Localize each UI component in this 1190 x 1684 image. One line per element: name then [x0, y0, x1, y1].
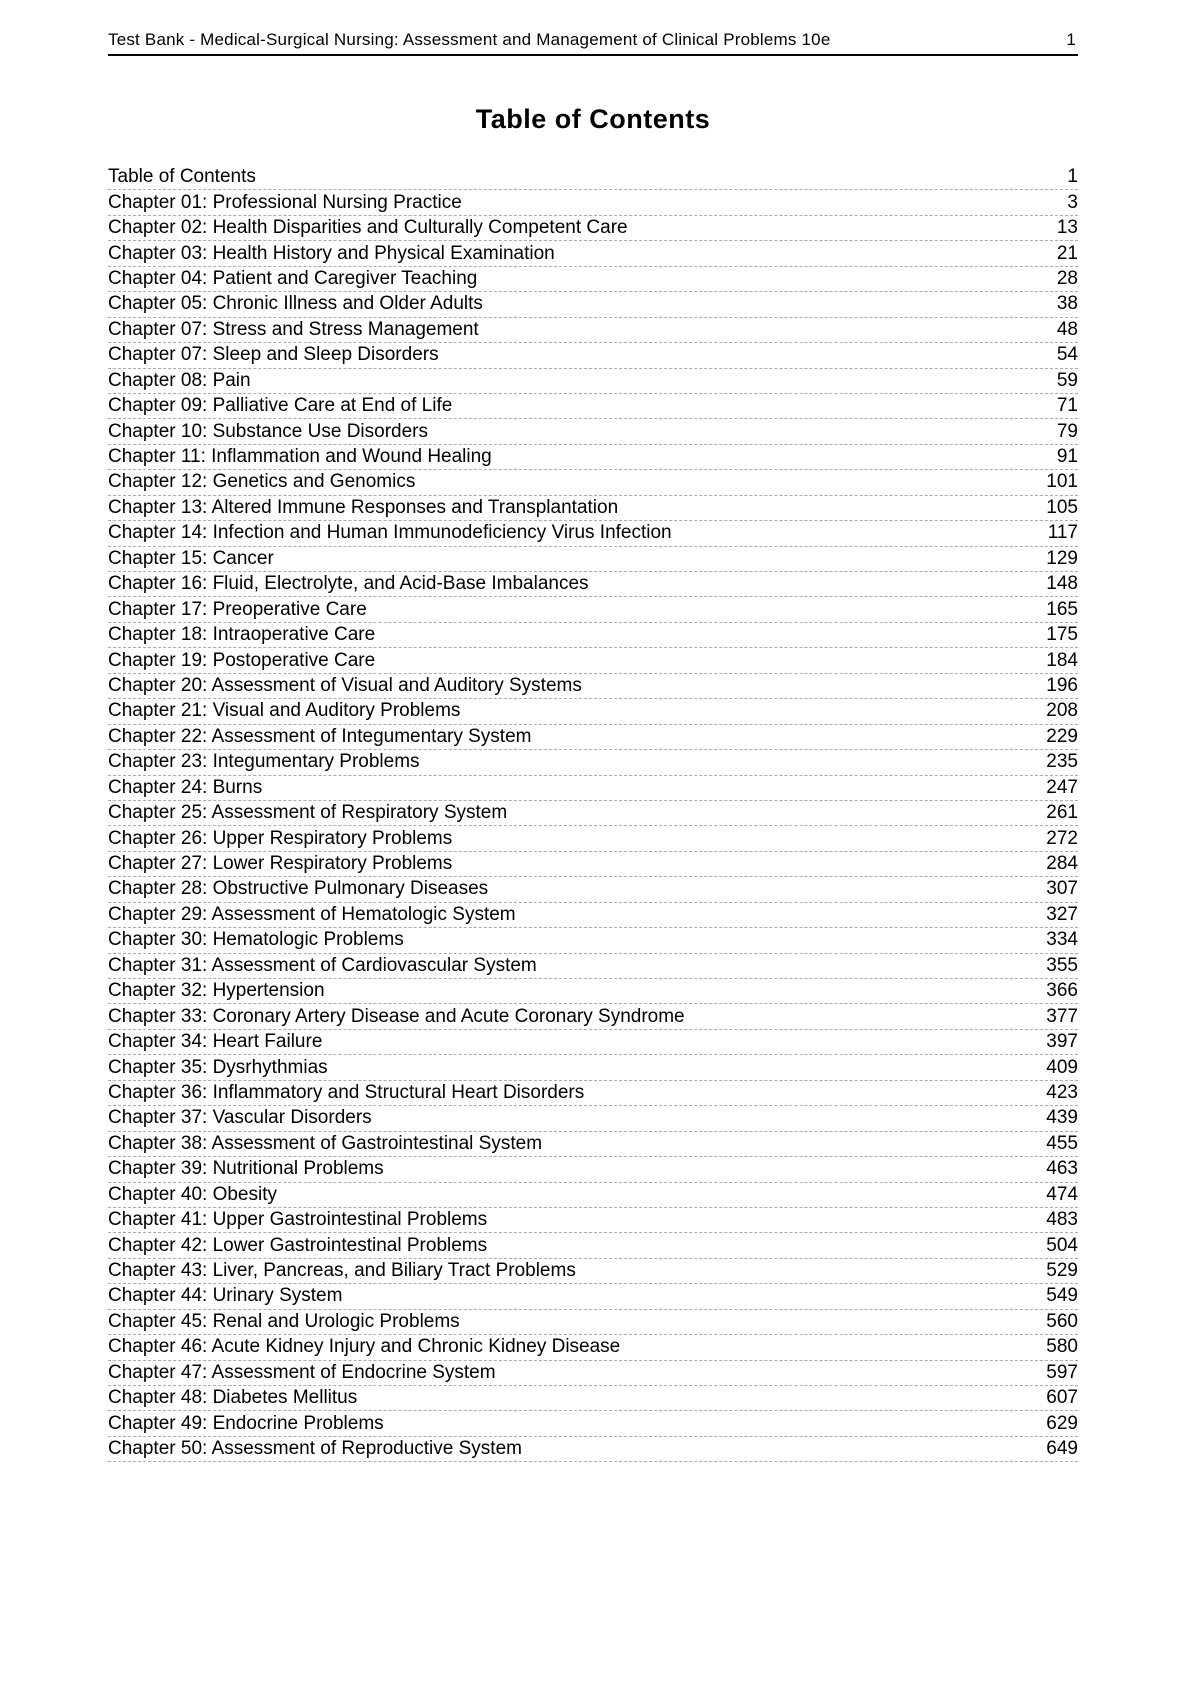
- toc-entry-label: Chapter 18: Intraoperative Care: [108, 624, 376, 646]
- toc-entry-label: Chapter 32: Hypertension: [108, 980, 325, 1002]
- toc-entry-page: 397: [1046, 1031, 1078, 1053]
- toc-row: [108, 699, 1078, 724]
- toc-row: [108, 1386, 1078, 1411]
- toc-row: [108, 216, 1078, 241]
- toc-row: [108, 419, 1078, 444]
- toc-entry-label: Chapter 23: Integumentary Problems: [108, 751, 420, 773]
- toc-entry-page: 235: [1046, 751, 1078, 773]
- toc-entry-page: 409: [1046, 1056, 1078, 1078]
- toc-entry-page: 529: [1046, 1260, 1078, 1282]
- toc-entry-label: Chapter 22: Assessment of Integumentary System: [108, 725, 532, 747]
- toc-row: [108, 597, 1078, 622]
- toc-entry-page: 272: [1046, 827, 1078, 849]
- toc-entry-page: 307: [1046, 878, 1078, 900]
- toc-entry-page: 284: [1046, 853, 1078, 875]
- toc-entry-page: 549: [1046, 1285, 1078, 1307]
- toc-entry-label: Chapter 37: Vascular Disorders: [108, 1107, 372, 1129]
- toc-entry-label: Chapter 20: Assessment of Visual and Auditory Systems: [108, 674, 582, 696]
- toc-row: [108, 190, 1078, 215]
- toc-entry-label: Chapter 45: Renal and Urologic Problems: [108, 1310, 460, 1332]
- toc-entry-page: 208: [1046, 700, 1078, 722]
- toc-entry-label: Chapter 07: Sleep and Sleep Disorders: [108, 344, 439, 366]
- toc-entry-page: 463: [1046, 1158, 1078, 1180]
- toc-entry-page: 597: [1046, 1361, 1078, 1383]
- toc-entry-label: Chapter 35: Dysrhythmias: [108, 1056, 328, 1078]
- toc-entry-page: 59: [1056, 369, 1078, 391]
- toc-row: [108, 445, 1078, 470]
- toc-entry-page: 439: [1046, 1107, 1078, 1129]
- toc-row: [108, 1208, 1078, 1233]
- toc-entry-label: Chapter 48: Diabetes Mellitus: [108, 1387, 358, 1409]
- toc-entry-label: Chapter 27: Lower Respiratory Problems: [108, 853, 453, 875]
- toc-entry-page: 377: [1046, 1005, 1078, 1027]
- toc-entry-page: 649: [1046, 1438, 1078, 1460]
- toc-entry-page: 79: [1056, 420, 1078, 442]
- toc-entry-page: 355: [1046, 954, 1078, 976]
- toc-entry-page: 196: [1046, 674, 1078, 696]
- toc-entry-label: Chapter 26: Upper Respiratory Problems: [108, 827, 453, 849]
- toc-entry-label: Chapter 49: Endocrine Problems: [108, 1412, 384, 1434]
- toc-entry-page: 148: [1046, 573, 1078, 595]
- toc-entry-page: 21: [1056, 242, 1078, 264]
- toc-entry-page: 474: [1046, 1183, 1078, 1205]
- toc-entry-label: Chapter 12: Genetics and Genomics: [108, 471, 416, 493]
- toc-row: [108, 674, 1078, 699]
- toc-entry-label: Chapter 44: Urinary System: [108, 1285, 343, 1307]
- toc-entry-label: Chapter 50: Assessment of Reproductive System: [108, 1438, 522, 1460]
- toc-entry-label: Chapter 47: Assessment of Endocrine System: [108, 1361, 496, 1383]
- toc-row: [108, 750, 1078, 775]
- toc-entry-label: Chapter 10: Substance Use Disorders: [108, 420, 428, 442]
- toc-row: [108, 1132, 1078, 1157]
- toc-entry-label: Chapter 16: Fluid, Electrolyte, and Acid-Base Imbalances: [108, 573, 589, 595]
- toc-entry-label: Chapter 08: Pain: [108, 369, 251, 391]
- running-header-title: Test Bank - Medical-Surgical Nursing: Assessment and Management of Clinical Problems 10e: [108, 30, 831, 49]
- toc-row: [108, 470, 1078, 495]
- toc-row: [108, 648, 1078, 673]
- toc-entry-page: 28: [1056, 267, 1078, 289]
- toc-entry-label: Chapter 39: Nutritional Problems: [108, 1158, 384, 1180]
- toc-entry-page: 247: [1046, 776, 1078, 798]
- page-content: [108, 0, 1078, 1462]
- toc-entry-page: 71: [1056, 395, 1078, 417]
- toc-entry-label: Chapter 01: Professional Nursing Practice: [108, 191, 462, 213]
- toc-entry-label: Chapter 24: Burns: [108, 776, 263, 798]
- toc-entry-label: Chapter 11: Inflammation and Wound Healing: [108, 446, 492, 468]
- toc-row: [108, 1106, 1078, 1131]
- toc-row: [108, 1361, 1078, 1386]
- toc-entry-label: Chapter 13: Altered Immune Responses and Transplantation: [108, 496, 619, 518]
- toc-entry-label: Chapter 30: Hematologic Problems: [108, 929, 404, 951]
- toc-row: [108, 1183, 1078, 1208]
- toc-row: [108, 1004, 1078, 1029]
- toc-row: [108, 1259, 1078, 1284]
- toc-row: [108, 1284, 1078, 1309]
- toc-entry-page: 327: [1046, 903, 1078, 925]
- toc-row: [108, 496, 1078, 521]
- toc-row: [108, 954, 1078, 979]
- toc-entry-label: Chapter 43: Liver, Pancreas, and Biliary Tract Problems: [108, 1260, 576, 1282]
- toc-entry-page: 13: [1056, 217, 1078, 239]
- toc-row: [108, 572, 1078, 597]
- toc-entry-label: Chapter 04: Patient and Caregiver Teaching: [108, 267, 478, 289]
- toc-entry-label: Chapter 41: Upper Gastrointestinal Problems: [108, 1209, 488, 1231]
- toc-entry-page: 229: [1046, 725, 1078, 747]
- toc-entry-page: 607: [1046, 1387, 1078, 1409]
- toc-row: [108, 343, 1078, 368]
- toc-entry-label: Chapter 34: Heart Failure: [108, 1031, 323, 1053]
- running-header-page-number: 1: [1066, 30, 1076, 49]
- document-title: Table of Contents: [475, 104, 711, 134]
- toc-entry-label: Chapter 36: Inflammatory and Structural Heart Disorders: [108, 1081, 585, 1103]
- toc-entry-page: 455: [1046, 1132, 1078, 1154]
- toc-row: [108, 318, 1078, 343]
- toc-entry-label: Chapter 17: Preoperative Care: [108, 598, 367, 620]
- toc-entry-label: Chapter 33: Coronary Artery Disease and Acute Coronary Syndrome: [108, 1005, 685, 1027]
- toc-entry-page: 483: [1046, 1209, 1078, 1231]
- toc-entry-page: 261: [1046, 802, 1078, 824]
- toc-entry-label: Chapter 28: Obstructive Pulmonary Diseases: [108, 878, 489, 900]
- toc-entry-page: 580: [1046, 1336, 1078, 1358]
- toc-row: [108, 903, 1078, 928]
- toc-entry-page: 165: [1046, 598, 1078, 620]
- toc-row: [108, 826, 1078, 851]
- toc-row: [108, 1233, 1078, 1258]
- toc-entry-label: Chapter 40: Obesity: [108, 1183, 277, 1205]
- toc-entry-page: 334: [1046, 929, 1078, 951]
- toc-row: [108, 776, 1078, 801]
- toc-entry-label: Chapter 42: Lower Gastrointestinal Problems: [108, 1234, 488, 1256]
- toc-row: [108, 1335, 1078, 1360]
- toc-row: [108, 623, 1078, 648]
- toc-row: [108, 267, 1078, 292]
- toc-entry-page: 504: [1046, 1234, 1078, 1256]
- toc-entry-page: 184: [1046, 649, 1078, 671]
- toc-row: [108, 394, 1078, 419]
- toc-entry-label: Chapter 29: Assessment of Hematologic System: [108, 903, 516, 925]
- toc-row: [108, 369, 1078, 394]
- toc-entry-page: 423: [1046, 1081, 1078, 1103]
- toc-entry-label: Chapter 09: Palliative Care at End of Life: [108, 395, 453, 417]
- toc-entry-label: Chapter 02: Health Disparities and Culturally Competent Care: [108, 217, 628, 239]
- toc-entry-label: Chapter 07: Stress and Stress Management: [108, 318, 479, 340]
- toc-entry-page: 38: [1056, 293, 1078, 315]
- toc-row: [108, 1030, 1078, 1055]
- toc-entry-page: 366: [1046, 980, 1078, 1002]
- toc-row: [108, 1437, 1078, 1462]
- toc-row: [108, 1310, 1078, 1335]
- toc-row: [108, 1081, 1078, 1106]
- toc-row: [108, 521, 1078, 546]
- toc-entry-label: Chapter 03: Health History and Physical Examination: [108, 242, 555, 264]
- toc-entry-page: 175: [1046, 624, 1078, 646]
- toc-entry-page: 560: [1046, 1310, 1078, 1332]
- toc-entry-page: 117: [1047, 522, 1078, 544]
- toc-row: [108, 979, 1078, 1004]
- toc-entry-page: 101: [1046, 471, 1078, 493]
- toc-row: [108, 928, 1078, 953]
- toc-entry-page: 105: [1046, 496, 1078, 518]
- toc-entry-label: Chapter 38: Assessment of Gastrointestinal System: [108, 1132, 543, 1154]
- running-header: [108, 30, 1078, 56]
- toc-row: [108, 165, 1078, 190]
- toc-entry-label: Chapter 05: Chronic Illness and Older Adults: [108, 293, 483, 315]
- toc-row: [108, 547, 1078, 572]
- toc-entry-label: Chapter 19: Postoperative Care: [108, 649, 376, 671]
- toc-row: [108, 1055, 1078, 1080]
- toc-entry-page: 54: [1056, 344, 1078, 366]
- toc-row: [108, 241, 1078, 266]
- toc-row: [108, 852, 1078, 877]
- toc-row: [108, 1411, 1078, 1436]
- toc-entry-label: Chapter 46: Acute Kidney Injury and Chronic Kidney Disease: [108, 1336, 621, 1358]
- toc-row: [108, 877, 1078, 902]
- toc-row: [108, 801, 1078, 826]
- toc-entry-label: Chapter 31: Assessment of Cardiovascular System: [108, 954, 537, 976]
- toc-entry-label: Chapter 15: Cancer: [108, 547, 274, 569]
- toc-list: [108, 165, 1078, 1462]
- toc-entry-page: 629: [1046, 1412, 1078, 1434]
- toc-entry-page: 91: [1056, 446, 1078, 468]
- toc-entry-label: Chapter 14: Infection and Human Immunodeficiency Virus Infection: [108, 522, 672, 544]
- toc-entry-page: 48: [1056, 318, 1078, 340]
- toc-entry-page: 3: [1067, 191, 1078, 213]
- toc-entry-page: 1: [1067, 166, 1078, 188]
- toc-row: [108, 292, 1078, 317]
- toc-row: [108, 1157, 1078, 1182]
- toc-entry-label: Table of Contents: [108, 166, 256, 188]
- toc-entry-label: Chapter 21: Visual and Auditory Problems: [108, 700, 461, 722]
- toc-row: [108, 725, 1078, 750]
- toc-entry-page: 129: [1046, 547, 1078, 569]
- toc-entry-label: Chapter 25: Assessment of Respiratory System: [108, 802, 508, 824]
